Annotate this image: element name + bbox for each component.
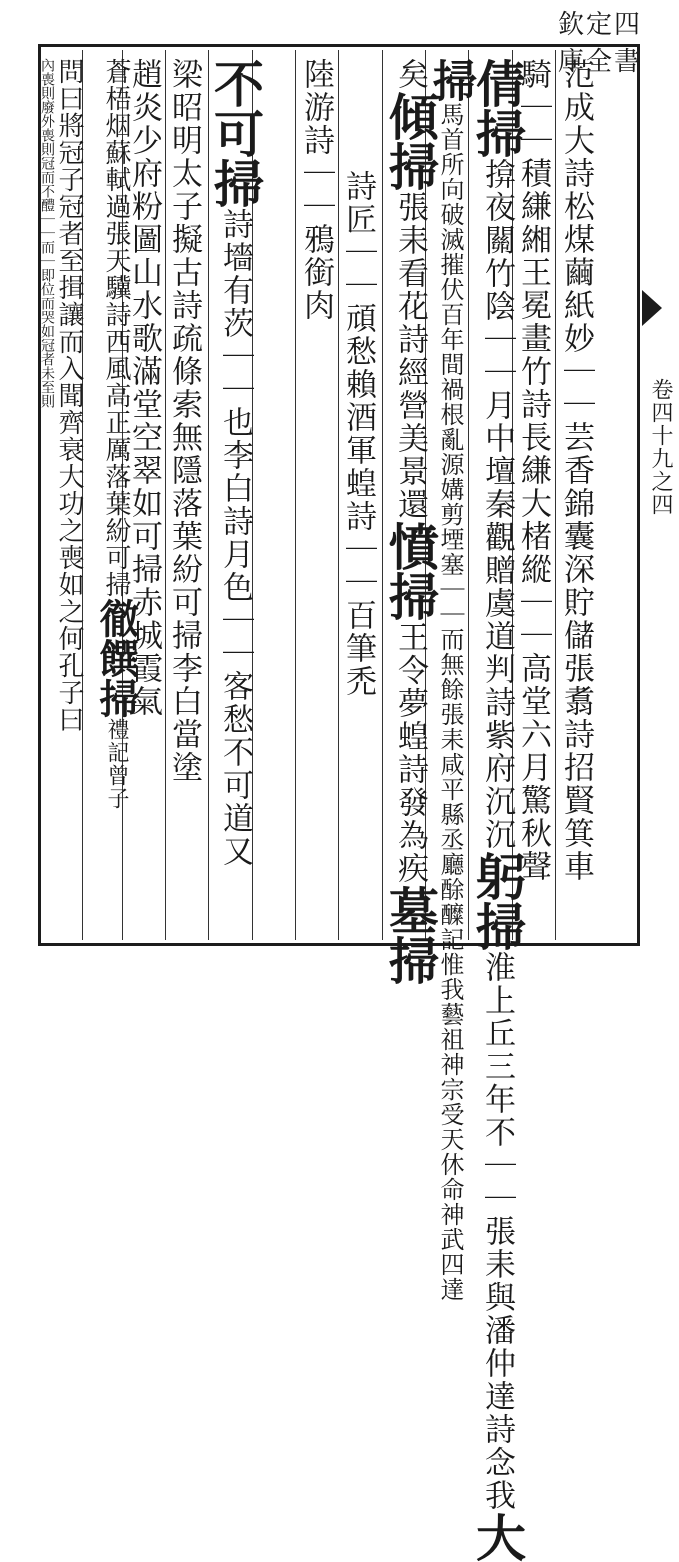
column-text: 詩匠｜｜頑愁賴酒軍蝗詩｜｜百筆禿 — [340, 170, 376, 698]
column-text: 張耒看花詩經營美景還 — [392, 191, 428, 521]
column-rule — [295, 50, 296, 940]
text-column-9 — [166, 58, 202, 928]
volume-label: 卷四十九之四 — [648, 378, 673, 516]
column-text: 王令夢蝗詩發為疾 — [392, 621, 428, 885]
column-text: 淮上丘三年不｜｜張耒與潘仲達詩念我 — [479, 951, 515, 1512]
fishtail-mark — [642, 290, 662, 326]
text-column-12 — [56, 58, 82, 928]
text-column-5 — [381, 58, 440, 985]
column-text: 馬首所向破滅摧伏百年間禍根亂源媾剪堙塞｜｜而無餘張耒咸平縣丞廳酴醾記惟我藝祖神宗受天休命神武四達 — [436, 102, 464, 1302]
text-column-7 — [298, 58, 334, 928]
headword: 掃 — [425, 58, 476, 102]
column-text: 詩墻有茨｜｜也李白詩月色｜｜客愁不可道又 — [217, 208, 253, 868]
column-text: 范成大詩松煤繭紙妙｜｜芸香錦囊深貯儲張翥詩招賢箕車 — [558, 58, 594, 883]
column-text: 內喪則廢外喪則冠而不醴｜｜而｜即位而哭如冠者未至則 — [39, 58, 55, 408]
headword: 大 — [468, 1512, 527, 1562]
column-text: 揜夜關竹陰｜｜月中壇秦觀贈虞道判詩紫府沉沉 — [479, 158, 515, 851]
text-column-8 — [206, 58, 265, 928]
column-text: 趙炎少府粉圖山水歌滿堂空翠如可掃赤城霞氣 — [126, 58, 162, 718]
headword: 不可掃 — [206, 58, 265, 208]
column-rule — [338, 50, 339, 940]
column-rule — [555, 50, 556, 940]
headword: 傾掃 — [381, 91, 440, 191]
headword: 躬掃 — [468, 851, 527, 951]
header-title: 欽定四庫全書 — [558, 10, 643, 77]
text-column-13 — [40, 58, 54, 928]
headword: 徹饌掃 — [93, 598, 140, 718]
column-text: 陸游詩｜｜鴉銜肉 — [298, 58, 334, 322]
text-column-11-visible — [93, 58, 140, 928]
annotation-note: 禮記曾子 — [104, 718, 129, 810]
headword: 憤掃 — [381, 521, 440, 621]
text-column-3 — [468, 58, 527, 1562]
headword: 倩掃 — [468, 58, 527, 158]
headword: 墓掃 — [381, 885, 440, 985]
column-text: 矣 — [392, 58, 428, 91]
column-text: 問曰將冠子冠者至揖讓而入聞齊衰大功之喪如之何孔子曰 — [54, 58, 84, 733]
column-text: 蒼梧烟蘇軾過張天驥詩西風高正厲落葉紛可掃 — [101, 58, 131, 598]
text-column-6 — [340, 170, 376, 930]
column-text: 騎｜｜積縑緗王冕畫竹詩長縑大楮縱｜｜高堂六月驚秋聲 — [515, 58, 551, 883]
text-column-1 — [558, 58, 594, 928]
column-text: 梁昭明太子擬古詩疏條索無隱落葉紛可掃李白當塗 — [166, 58, 202, 784]
